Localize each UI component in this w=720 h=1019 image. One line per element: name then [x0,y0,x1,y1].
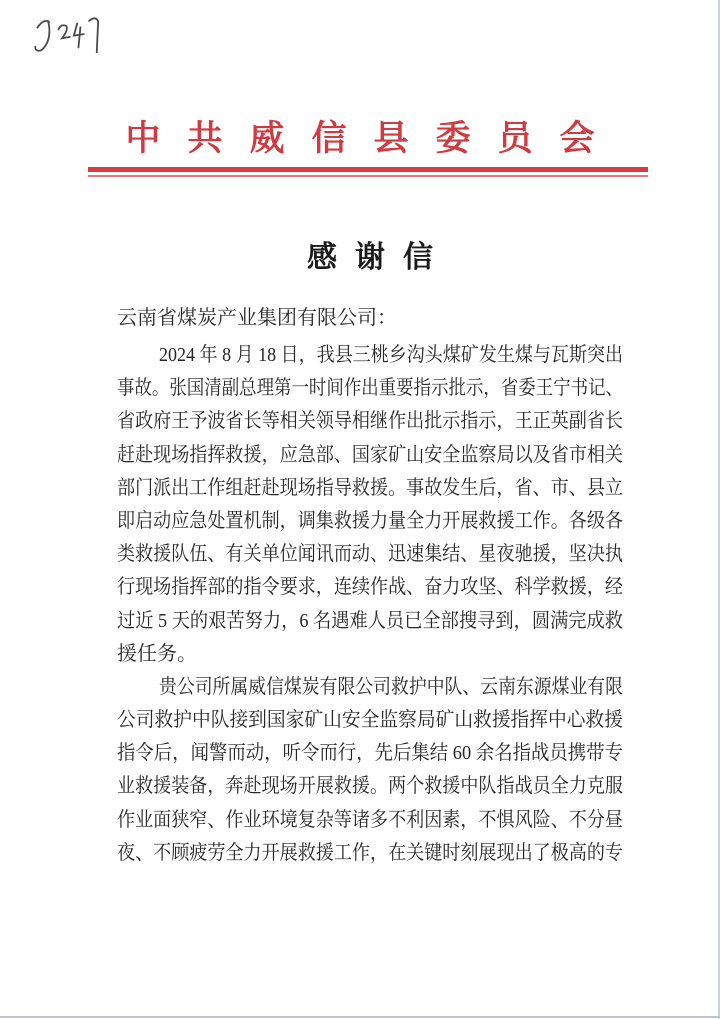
body-line: 事故。张国清副总理第一时间作出重要指示批示，省委王宁书记、 [117,377,623,400]
body-line: 部门派出工作组赶赴现场指导救援。事故发生后，省、市、县立 [117,476,623,499]
letter-body [117,339,623,870]
document-title: 感谢信 [307,241,451,274]
letterhead-rule [88,167,648,177]
body-line: 作业面狭窄、作业环境复杂等诸多不利因素，不惧风险、不分昼 [117,808,623,831]
letterhead-rule-thin [88,175,648,177]
letterhead-org-name: 中共威信县委员会 [125,119,622,158]
body-line: 夜、不顾疲劳全力开展救援工作，在关键时刻展现出了极高的专 [117,841,623,864]
body-line: 指令后，闻警而动，听令而行，先后集结 60 余名指战员携带专 [117,742,623,765]
page-edge-bottom [0,1016,720,1018]
body-line: 行现场指挥部的指令要求，连续作战、奋力攻坚、科学救援，经 [117,576,623,599]
body-line: 类救援队伍、有关单位闻讯而动、迅速集结、星夜驰援，坚决执 [117,543,623,566]
body-line: 援任务。 [117,642,197,665]
handwritten-mark [27,10,110,68]
body-line: 贵公司所属威信煤炭有限公司救护中队、云南东源煤业有限 [159,675,623,698]
body-line: 公司救护中队接到国家矿山安全监察局矿山救援指挥中心救援 [117,709,623,732]
body-line: 即启动应急处置机制，调集救援力量全力开展救援工作。各级各 [117,509,623,532]
body-line: 赶赴现场指挥救援，应急部、国家矿山安全监察局以及省市相关 [117,443,623,466]
salutation: 云南省煤炭产业集团有限公司： [117,307,397,329]
body-line: 过近 5 天的艰苦努力，6 名遇难人员已全部搜寻到，圆满完成救 [117,609,623,632]
body-line: 业救援装备，奔赴现场开展救援。两个救援中队指战员全力克服 [117,775,623,798]
body-line: 省政府王予波省长等相关领导相继作出批示指示，王正英副省长 [117,410,623,433]
body-line: 2024 年 8 月 18 日，我县三桃乡沟头煤矿发生煤与瓦斯突出 [159,344,623,366]
